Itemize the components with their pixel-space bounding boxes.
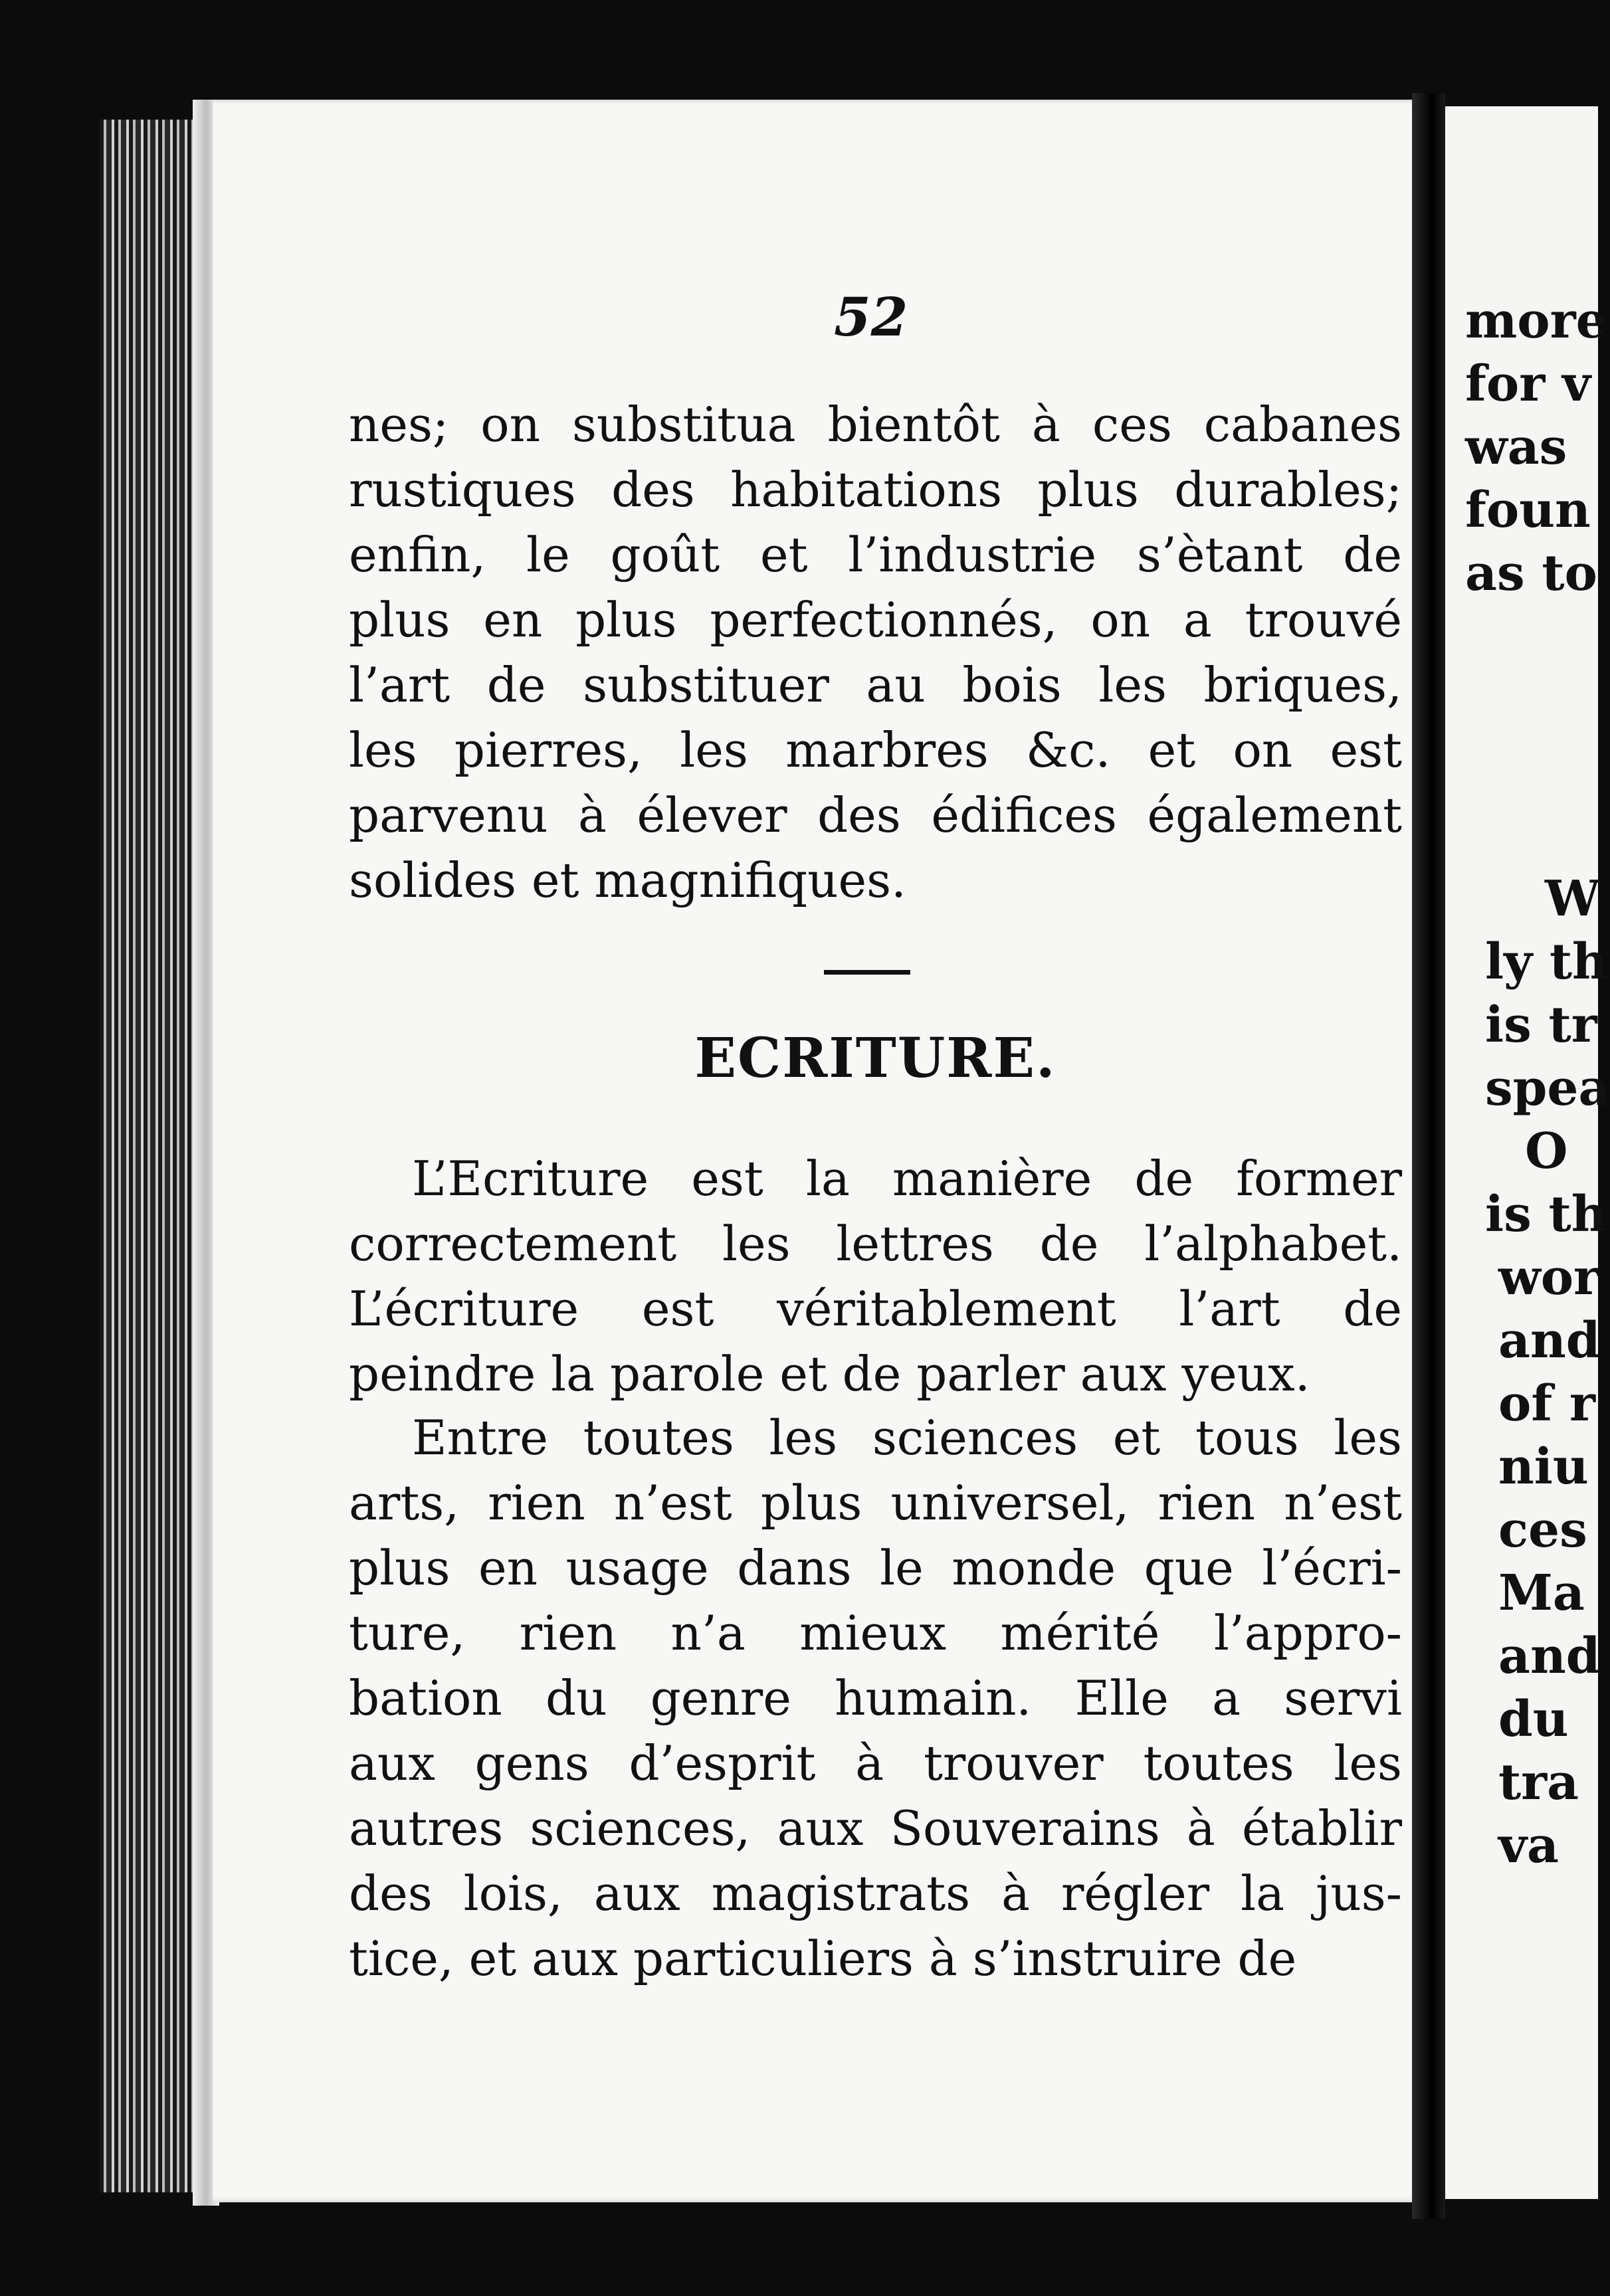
text-line: bation du genre humain. Elle a servi — [349, 1670, 1402, 1726]
text-line: L’écriture est véritablement l’art de — [349, 1281, 1402, 1337]
text-line: solides et magnifiques. — [349, 852, 906, 908]
paragraph-3 — [349, 1405, 1402, 1991]
paragraph-2 — [349, 1146, 1402, 1406]
text-line: nes; on substitua bientôt à ces cabanes — [349, 397, 1402, 452]
text-line: l’art de substituer au bois les briques, — [349, 657, 1402, 713]
text-line: tice, et aux particuliers à s’instruire de — [349, 1931, 1297, 1986]
book-gutter — [1412, 93, 1445, 2219]
facing-page-fragment: as to — [1465, 545, 1597, 602]
facing-page — [1445, 106, 1610, 2199]
text-line: ture, rien n’a mieux mérité l’appro- — [349, 1605, 1402, 1661]
facing-page-fragment: and — [1498, 1628, 1601, 1685]
text-line: enfin, le goût et l’industrie s’ètant de — [349, 527, 1402, 583]
facing-page-fragment: du — [1498, 1691, 1569, 1748]
facing-page-fragment: was — [1465, 419, 1567, 476]
text-line: plus en plus perfectionnés, on a trouvé — [349, 592, 1402, 648]
paragraph-1 — [349, 392, 1402, 913]
text-line: des lois, aux magistrats à régler la jus- — [349, 1866, 1402, 1921]
text-line: autres sciences, aux Souverains à établir — [349, 1800, 1402, 1856]
facing-page-fragment: wor — [1498, 1249, 1600, 1306]
facing-page-fragment: W — [1545, 870, 1601, 927]
facing-page-fragment: va — [1498, 1817, 1559, 1874]
facing-page-fragment: tra — [1498, 1754, 1579, 1811]
facing-page-fragment: more — [1465, 292, 1607, 349]
text-line: parvenu à élever des édifices également — [349, 787, 1402, 843]
facing-page-fragment: ces — [1498, 1501, 1587, 1559]
page-number: 52 — [834, 286, 908, 348]
facing-page-fragment: ly th — [1485, 933, 1608, 991]
text-line: plus en usage dans le monde que l’écri- — [349, 1540, 1402, 1596]
text-line: peindre la parole et de parler aux yeux. — [349, 1346, 1310, 1402]
text-line: L’Ecriture est la manière de former — [412, 1151, 1402, 1206]
text-line: Entre toutes les sciences et tous les — [412, 1410, 1402, 1466]
text-line: rustiques des habitations plus durables; — [349, 462, 1402, 518]
facing-page-fragment: spea — [1485, 1060, 1610, 1117]
facing-page-fragment: Ma — [1498, 1565, 1585, 1622]
facing-page-fragment: and — [1498, 1312, 1601, 1369]
facing-page-fragment: niu — [1498, 1438, 1589, 1495]
facing-page-fragment: of r — [1498, 1375, 1595, 1432]
facing-page-fragment: foun — [1465, 482, 1591, 539]
text-line: arts, rien n’est plus universel, rien n’est — [349, 1475, 1402, 1531]
text-line: correctement les lettres de l’alphabet. — [349, 1216, 1402, 1272]
facing-page-fragment: for v — [1465, 355, 1591, 413]
facing-page-fragment: is th — [1485, 1186, 1607, 1243]
facing-page-fragment: is tr — [1485, 997, 1597, 1054]
text-line: les pierres, les marbres &c. et on est — [349, 722, 1402, 778]
text-line: aux gens d’esprit à trouver toutes les — [349, 1735, 1402, 1791]
section-divider-rule — [824, 970, 910, 975]
facing-page-fragment: O — [1525, 1123, 1568, 1180]
section-title: ECRITURE. — [694, 1026, 1057, 1090]
